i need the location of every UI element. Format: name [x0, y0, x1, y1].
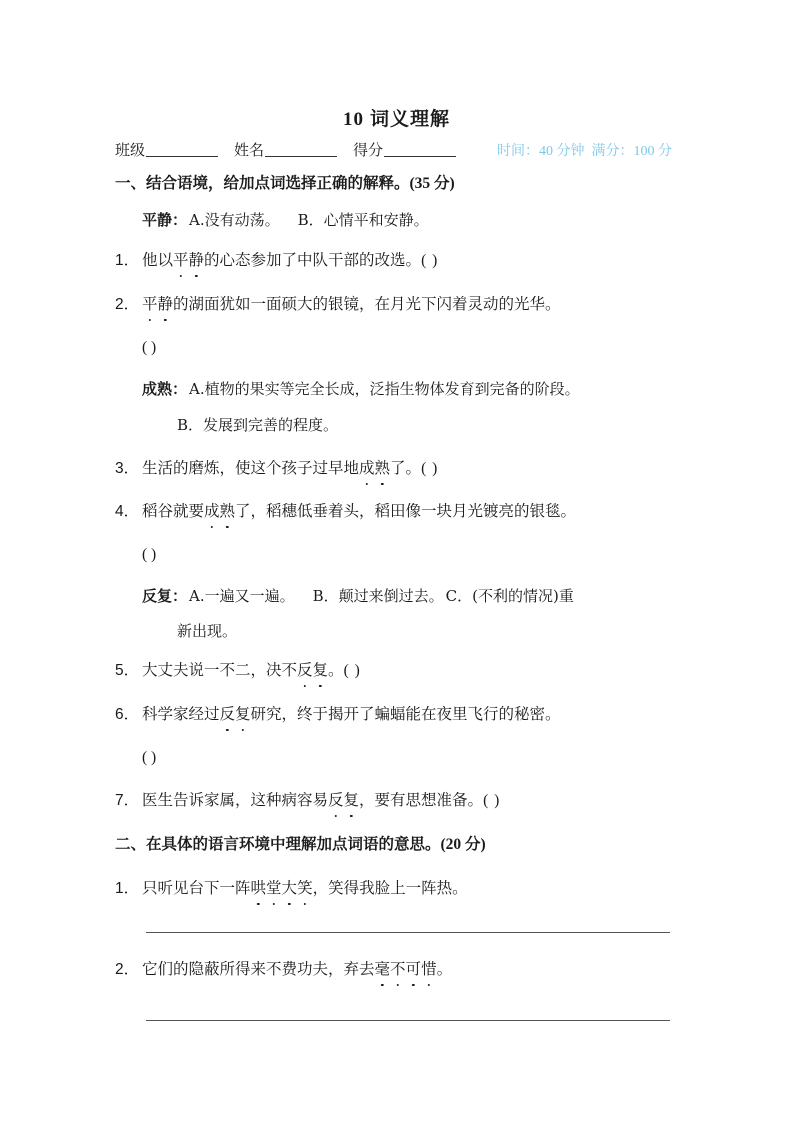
section-one-points: (35 分)	[409, 175, 455, 192]
title-number: 10	[342, 109, 364, 130]
question-1-2-answer[interactable]	[115, 336, 707, 360]
question-2-2	[115, 958, 680, 982]
question-text-post: 。	[436, 961, 453, 978]
section-one-heading	[115, 172, 680, 196]
question-number: 6．	[115, 706, 140, 723]
question-text-post: 的湖面犹如一面硕大的银镜，在月光下闪着灵动的光华。	[173, 296, 561, 313]
name-label: 姓名	[234, 143, 265, 159]
score-blank[interactable]	[384, 156, 456, 157]
answer-paren[interactable]: ( )	[483, 792, 501, 809]
question-number: 1．	[115, 880, 140, 897]
answer-paren[interactable]: ( )	[343, 662, 361, 679]
question-number: 2．	[115, 296, 140, 313]
question-1-5	[115, 659, 680, 683]
definition-option-b: B．心情平和安静。	[297, 211, 429, 229]
answer-paren[interactable]: ( )	[142, 749, 157, 766]
question-number: 3．	[115, 460, 140, 477]
marked-word: 反复	[220, 706, 251, 723]
definition-option-a: A.植物的果实等完全长成，泛指生物体发育到完备的阶段。	[189, 380, 580, 398]
question-1-6	[115, 703, 680, 727]
question-number: 2．	[115, 961, 140, 978]
question-1-2	[115, 293, 680, 317]
marked-word: 反复	[328, 792, 359, 809]
marked-word: 平静	[142, 296, 173, 313]
definition-chengshu-option-b	[115, 414, 742, 437]
question-text-pre: 大丈夫说一不二，决不	[142, 662, 298, 679]
marked-word: 反复	[297, 662, 328, 679]
question-number: 5．	[115, 662, 140, 679]
answer-line[interactable]	[146, 932, 670, 933]
fullscore-value: 100 分	[633, 144, 672, 159]
section-two-heading	[115, 833, 680, 857]
question-text-pre: 稻谷就要	[142, 503, 205, 520]
question-text-pre: 科学家经过	[142, 706, 220, 723]
fullscore-label: 满分：	[591, 144, 634, 159]
question-text-post: 。	[328, 662, 344, 679]
definition-option-b: B．颠过来倒过去。	[312, 587, 444, 605]
definition-fanfu	[115, 585, 707, 608]
answer-paren[interactable]: ( )	[142, 339, 157, 356]
question-text-pre: 医生告诉家属，这种病容易	[142, 792, 329, 809]
class-blank[interactable]	[146, 156, 218, 157]
answer-paren[interactable]: ( )	[421, 252, 439, 269]
section-one-heading-text: 一、结合语境，给加点词选择正确的解释。	[115, 175, 410, 192]
definition-word: 平静：	[142, 212, 188, 229]
score-field[interactable]	[353, 139, 456, 160]
question-1-7	[115, 789, 680, 813]
question-text-pre: 只听见台下一阵	[142, 880, 251, 897]
section-two-heading-text: 二、在具体的语言环境中理解加点词语的意思。	[115, 836, 441, 853]
question-2-1	[115, 877, 680, 901]
name-field[interactable]	[234, 139, 337, 160]
marked-word: 哄堂大笑	[251, 880, 313, 897]
section-two-points: (20 分)	[440, 836, 486, 853]
question-number: 4．	[115, 503, 140, 520]
class-field[interactable]	[115, 139, 218, 160]
marked-word: 毫不可惜	[375, 961, 437, 978]
definition-chengshu	[115, 378, 707, 401]
name-blank[interactable]	[265, 156, 337, 157]
definition-word: 成熟：	[142, 381, 188, 398]
marked-word: 平静	[173, 252, 204, 269]
marked-word: 成熟	[204, 503, 235, 520]
time-value: 40 分钟	[539, 144, 585, 159]
question-text-post: ，要有思想准备。	[359, 792, 484, 809]
definition-fanfu-continuation	[115, 620, 742, 643]
question-number: 7．	[115, 792, 140, 809]
definition-option-b: B．发展到完善的程度。	[177, 416, 339, 434]
question-1-4-answer[interactable]	[115, 543, 707, 567]
answer-paren[interactable]: ( )	[142, 546, 157, 563]
question-text-post: 了，稻穗低垂着头，稻田像一块月光镀亮的银毯。	[235, 503, 577, 520]
answer-paren[interactable]: ( )	[421, 460, 439, 477]
question-text-post: 研究，终于揭开了蝙蝠能在夜里飞行的秘密。	[250, 706, 561, 723]
student-info-row	[115, 139, 680, 160]
question-number: 1．	[115, 252, 140, 269]
class-label: 班级	[115, 143, 146, 159]
title-text: 词义理解	[369, 109, 450, 130]
definition-continuation: 新出现。	[177, 622, 238, 640]
question-1-4	[115, 500, 680, 524]
answer-line[interactable]	[146, 1020, 670, 1021]
exam-meta	[497, 140, 672, 160]
question-1-3	[115, 457, 680, 481]
question-text-post: 的心态参加了中队干部的改选。	[204, 252, 422, 269]
definition-option-a: A.一遍又一遍。	[189, 587, 295, 605]
question-1-6-answer[interactable]	[115, 746, 707, 770]
definition-option-a: A.没有动荡。	[189, 211, 280, 229]
question-text-post: ，笑得我脸上一阵热。	[312, 880, 468, 897]
question-text-pre: 他以	[142, 252, 174, 269]
question-text-pre: 它们的隐蔽所得来不费功夫，弃去	[142, 961, 375, 978]
question-text-post: 了。	[390, 460, 422, 477]
question-1-1	[115, 249, 680, 273]
time-label: 时间：	[497, 144, 539, 159]
page-title	[0, 104, 793, 131]
score-label: 得分	[353, 143, 384, 159]
marked-word: 成熟	[359, 460, 390, 477]
question-text-pre: 生活的磨炼，使这个孩子过早地	[142, 460, 360, 477]
definition-pingjing	[115, 209, 707, 232]
definition-word: 反复：	[142, 588, 188, 605]
definition-option-c: C．(不利的情况)重	[445, 587, 574, 605]
